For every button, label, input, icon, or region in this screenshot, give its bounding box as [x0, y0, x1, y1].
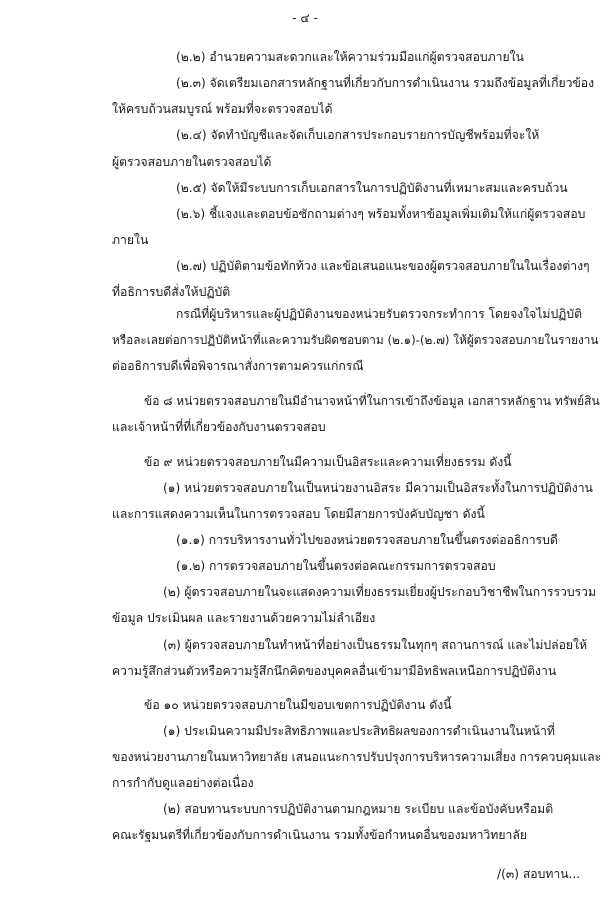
text-line: คณะรัฐมนตรีที่เกี่ยวข้องกับการดำเนินงาน รวมทั้งข้อกำหนดอื่นของมหาวิทยาลัย	[112, 828, 527, 842]
text-line: ที่อธิการบดีสั่งให้ปฏิบัติ	[112, 285, 231, 299]
text-line: (๒.๖) ชี้แจงและตอบข้อซักถามต่างๆ พร้อมทั้งหาข้อมูลเพิ่มเติมให้แก่ผู้ตรวจสอบ	[176, 207, 586, 221]
text-line: (๑.๑) การบริหารงานทั่วไปของหน่วยตรวจสอบภายในขึ้นตรงต่ออธิการบดี	[176, 533, 558, 547]
text-line: (๒.๓) จัดเตรียมเอกสารหลักฐานที่เกี่ยวกับการดำเนินงาน รวมถึงข้อมูลที่เกี่ยวข้อง	[176, 76, 595, 90]
text-line: และการแสดงความเห็นในการตรวจสอบ โดยมีสายการบังคับบัญชา ดังนี้	[112, 507, 485, 521]
text-line: ต่ออธิการบดีเพื่อพิจารณาสั่งการตามควรแก่กรณี	[112, 359, 364, 373]
text-line: ความรู้สึกส่วนตัวหรือความรู้สึกนึกคิดของบุคคลอื่นเข้ามามีอิทธิพลเหนือการปฏิบัติงาน	[112, 664, 557, 678]
text-line: (๒.๕) จัดให้มีระบบการเก็บเอกสารในการปฏิบัติงานที่เหมาะสมและครบถ้วน	[176, 181, 568, 195]
text-line: (๒.๔) จัดทำบัญชีและจัดเก็บเอกสารประกอบรายการบัญชีพร้อมที่จะให้	[176, 128, 540, 142]
text-line: (๑) ประเมินความมีประสิทธิภาพและประสิทธิผลของการดำเนินงานในหน้าที่	[163, 724, 555, 738]
text-line: ผู้ตรวจสอบภายในตรวจสอบได้	[112, 155, 272, 169]
text-line: (๒.๒) อำนวยความสะดวกและให้ความร่วมมือแก่ผู้ตรวจสอบภายใน	[176, 50, 524, 64]
text-line: ภายใน	[112, 233, 149, 247]
text-line: (๒.๗) ปฏิบัติตามข้อทักท้วง และข้อเสนอแนะของผู้ตรวจสอบภายในในเรื่องต่างๆ	[176, 259, 590, 273]
clause-heading: ข้อ ๑๐ หน่วยตรวจสอบภายในมีขอบเขตการปฏิบัติงาน ดังนี้	[144, 698, 452, 712]
text-line: การกำกับดูแลอย่างต่อเนื่อง	[112, 776, 254, 790]
text-line: หรือละเลยต่อการปฏิบัติหน้าที่และความรับผิดชอบตาม (๒.๑)-(๒.๗) ให้ผู้ตรวจสอบภายในรายงาน	[112, 333, 599, 347]
text-line: (๑.๒) การตรวจสอบภายในขึ้นตรงต่อคณะกรรมการตรวจสอบ	[176, 559, 496, 573]
continuation-note: /(๓) สอบทาน...	[497, 867, 581, 881]
clause-heading: ข้อ ๘ หน่วยตรวจสอบภายในมีอำนาจหน้าที่ในการเข้าถึงข้อมูล เอกสารหลักฐาน ทรัพย์สิน	[144, 394, 600, 408]
text-line: กรณีที่ผู้บริหารและผู้ปฏิบัติงานของหน่วยรับตรวจกระทำการ โดยจงใจไม่ปฏิบัติ	[176, 307, 583, 321]
text-line: และเจ้าหน้าที่ที่เกี่ยวข้องกับงานตรวจสอบ	[112, 420, 326, 434]
text-line: (๒) สอบทานระบบการปฏิบัติงานตามกฎหมาย ระเบียบ และข้อบังคับหรือมติ	[163, 802, 554, 816]
text-line: ของหน่วยงานภายในมหาวิทยาลัย เสนอแนะการปรับปรุงการบริหารความเสี่ยง การควบคุมและ	[112, 750, 602, 764]
text-line: ให้ครบถ้วนสมบูรณ์ พร้อมที่จะตรวจสอบได้	[112, 102, 333, 116]
clause-heading: ข้อ ๙ หน่วยตรวจสอบภายในมีความเป็นอิสระและความเที่ยงธรรม ดังนี้	[144, 455, 512, 469]
text-line: (๒) ผู้ตรวจสอบภายในจะแสดงความเที่ยงธรรมเยี่ยงผู้ประกอบวิชาชีพในการรวบรวม	[163, 585, 597, 599]
text-line: ข้อมูล ประเมินผล และรายงานด้วยความไม่ลำเอียง	[112, 611, 376, 625]
text-line: (๑) หน่วยตรวจสอบภายในเป็นหน่วยงานอิสระ มีความเป็นอิสระทั้งในการปฏิบัติงาน	[163, 481, 593, 495]
text-line: (๓) ผู้ตรวจสอบภายในทำหน้าที่อย่างเป็นธรรมในทุกๆ สถานการณ์ และไม่ปล่อยให้	[163, 638, 588, 652]
page-number: - ๔ -	[292, 11, 318, 25]
